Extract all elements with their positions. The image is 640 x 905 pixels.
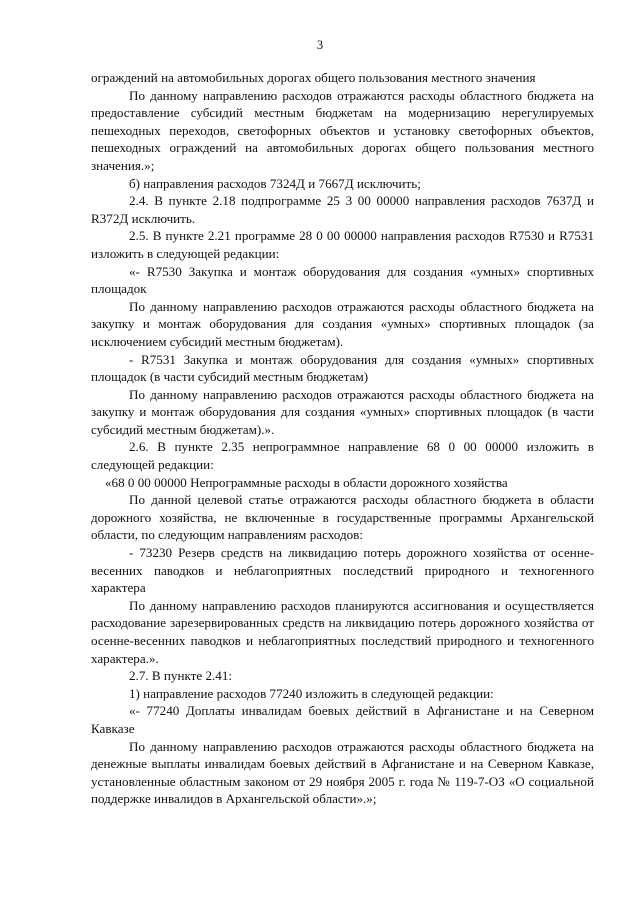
- paragraph: По данному направлению расходов отражаются расходы областного бюджета на денежные выплаты инвалидам боевых действий в Афганистане и на Северном Кавказе, установленные областным законом от 29 ноября 2005 г. года № 119-7-ОЗ «О социальной поддержке инвалидов в Архангельской области».»;: [91, 738, 594, 807]
- paragraph: По данному направлению расходов отражаются расходы областного бюджета на предоставление субсидий местным бюджетам на модернизацию нерегулируемых пешеходных переходов, светофорных объектов и установку светофорных объектов, пешеходных ограждений на автомобильных дорогах общего пользования местного значения.»;: [91, 87, 594, 173]
- paragraph: «- 77240 Доплаты инвалидам боевых действий в Афганистане и на Северном Кавказе: [91, 703, 594, 736]
- paragraph: «- R7530 Закупка и монтаж оборудования для создания «умных» спортивных площадок: [91, 263, 594, 297]
- paragraph: По данному направлению расходов отражаются расходы областного бюджета на закупку и монтаж оборудования для создания «умных» спортивных площадок (в части субсидий местным бюджетам).».: [91, 386, 594, 437]
- paragraph: По данному направлению расходов отражаются расходы областного бюджета на закупку и монтаж оборудования для создания «умных» спортивных площадок (за исключением субсидий местным бюджетам).: [91, 298, 594, 349]
- paragraph: 1) направление расходов 77240 изложить в следующей редакции:: [129, 685, 494, 701]
- paragraph: 2.7. В пункте 2.41:: [129, 668, 233, 684]
- document-body: [91, 69, 594, 808]
- section-heading: «68 0 00 00000 Непрограммные расходы в области дорожного хозяйства: [105, 474, 508, 490]
- paragraph: 2.5. В пункте 2.21 программе 28 0 00 00000 направления расходов R7530 и R7531 изложить в следующей редакции:: [91, 228, 594, 261]
- paragraph: б) направления расходов 7324Д и 7667Д исключить;: [129, 175, 421, 191]
- paragraph: 2.6. В пункте 2.35 непрограммное направление 68 0 00 00000 изложить в следующей редакции:: [91, 439, 594, 473]
- paragraph: ограждений на автомобильных дорогах общего пользования местного значения: [91, 70, 536, 85]
- paragraph: По данному направлению расходов планируются ассигнования и осуществляется расходование зарезервированных средств на ликвидацию потерь дорожного хозяйства от осенне-весенних паводков и неблагоприятных последствий природного и техногенного характера.».: [91, 597, 594, 666]
- paragraph: 2.4. В пункте 2.18 подпрограмме 25 3 00 00000 направления расходов 7637Д и R372Д исключить.: [91, 193, 594, 226]
- page-number: 3: [316, 38, 324, 52]
- paragraph: - 73230 Резерв средств на ликвидацию потерь дорожного хозяйства от осенне-весенних паводков и неблагоприятных последствий природного и техногенного характера: [91, 545, 594, 596]
- paragraph: По данной целевой статье отражаются расходы областного бюджета в области дорожного хозяйства, не включенные в государственные программы Архангельской области, по следующим направлениям расходов:: [91, 492, 594, 543]
- paragraph: - R7531 Закупка и монтаж оборудования для создания «умных» спортивных площадок (в части субсидий местным бюджетам): [91, 351, 594, 385]
